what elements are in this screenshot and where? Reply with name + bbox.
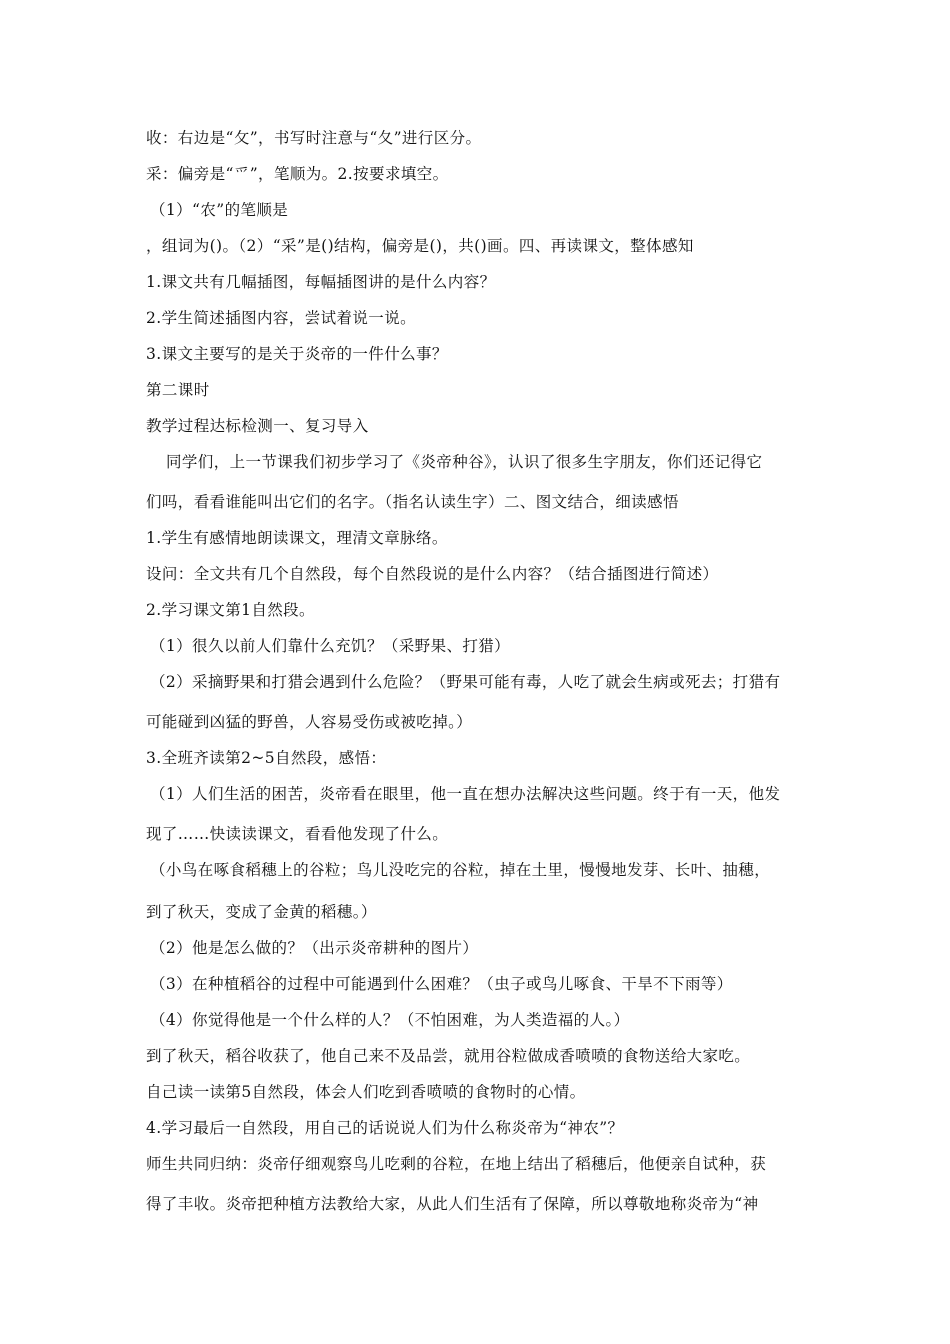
text-line: 2.学习课文第1自然段。 [146,601,315,619]
text-line: （小鸟在啄食稻穗上的谷粒；鸟儿没吃完的谷粒，掉在土里，慢慢地发芽、长叶、抽穗， [150,861,771,879]
text-line: 到了秋天，变成了金黄的稻穗。） [146,903,377,921]
text-line: 4.学习最后一自然段，用自己的话说说人们为什么称炎帝为“神农”？ [146,1119,624,1137]
text-line: 教学过程达标检测一、复习导入 [146,417,369,435]
text-line: 现了……快读读课文，看看他发现了什么。 [146,825,449,843]
text-line: 师生共同归纳：炎帝仔细观察鸟儿吃剩的谷粒，在地上结出了稻穗后，他便亲自试种，获 [146,1155,767,1173]
text-line: （3）在种植稻谷的过程中可能遇到什么困难？（虫子或鸟儿啄食、干旱不下雨等） [150,975,733,993]
text-line: 1.学生有感情地朗读课文，理清文章脉络。 [146,529,448,547]
text-line: （1）“农”的笔顺是 [150,201,289,219]
text-line: 设问：全文共有几个自然段，每个自然段说的是什么内容？（结合插图进行简述） [146,565,719,583]
text-line: 1.课文共有几幅插图，每幅插图讲的是什么内容？ [146,273,496,291]
text-line: 自己读一读第5自然段，体会人们吃到香喷喷的食物时的心情。 [146,1083,586,1101]
text-line: 3.全班齐读第2~5自然段，感悟： [146,749,387,767]
text-line: （2）他是怎么做的？（出示炎帝耕种的图片） [150,939,479,957]
text-line: 可能碰到凶猛的野兽，人容易受伤或被吃掉。） [146,713,473,731]
text-line: 到了秋天，稻谷收获了，他自己来不及品尝，就用谷粒做成香喷喷的食物送给大家吃。 [146,1047,751,1065]
text-line: 2.学生简述插图内容，尝试着说一说。 [146,309,416,327]
text-line: 采：偏旁是“爫”，笔顺为。2.按要求填空。 [146,165,449,183]
text-line: （2）采摘野果和打猎会遇到什么危险？（野果可能有毒，人吃了就会生病或死去；打猎有 [150,673,781,691]
text-line: 收：右边是“攵”，书写时注意与“夂”进行区分。 [146,129,482,147]
text-line: （4）你觉得他是一个什么样的人？（不怕困难，为人类造福的人。） [150,1011,630,1029]
text-line: ，组词为()。（2）“采”是()结构，偏旁是()，共()画。四、再读课文，整体感知 [146,237,694,255]
text-line: 3.课文主要写的是关于炎帝的一件什么事？ [146,345,448,363]
text-line: 同学们，上一节课我们初步学习了《炎帝种谷》，认识了很多生字朋友，你们还记得它 [166,453,763,471]
text-line: （1）人们生活的困苦，炎帝看在眼里，他一直在想办法解决这些问题。终于有一天，他发 [150,785,781,803]
section-heading: 第二课时 [146,381,210,399]
text-line: 们吗，看看谁能叫出它们的名字。（指名认读生字）二、图文结合，细读感悟 [146,493,679,511]
text-line: （1）很久以前人们靠什么充饥？（采野果、打猎） [150,637,511,655]
text-line: 得了丰收。炎帝把种植方法教给大家，从此人们生活有了保障，所以尊敬地称炎帝为“神 [146,1195,759,1213]
